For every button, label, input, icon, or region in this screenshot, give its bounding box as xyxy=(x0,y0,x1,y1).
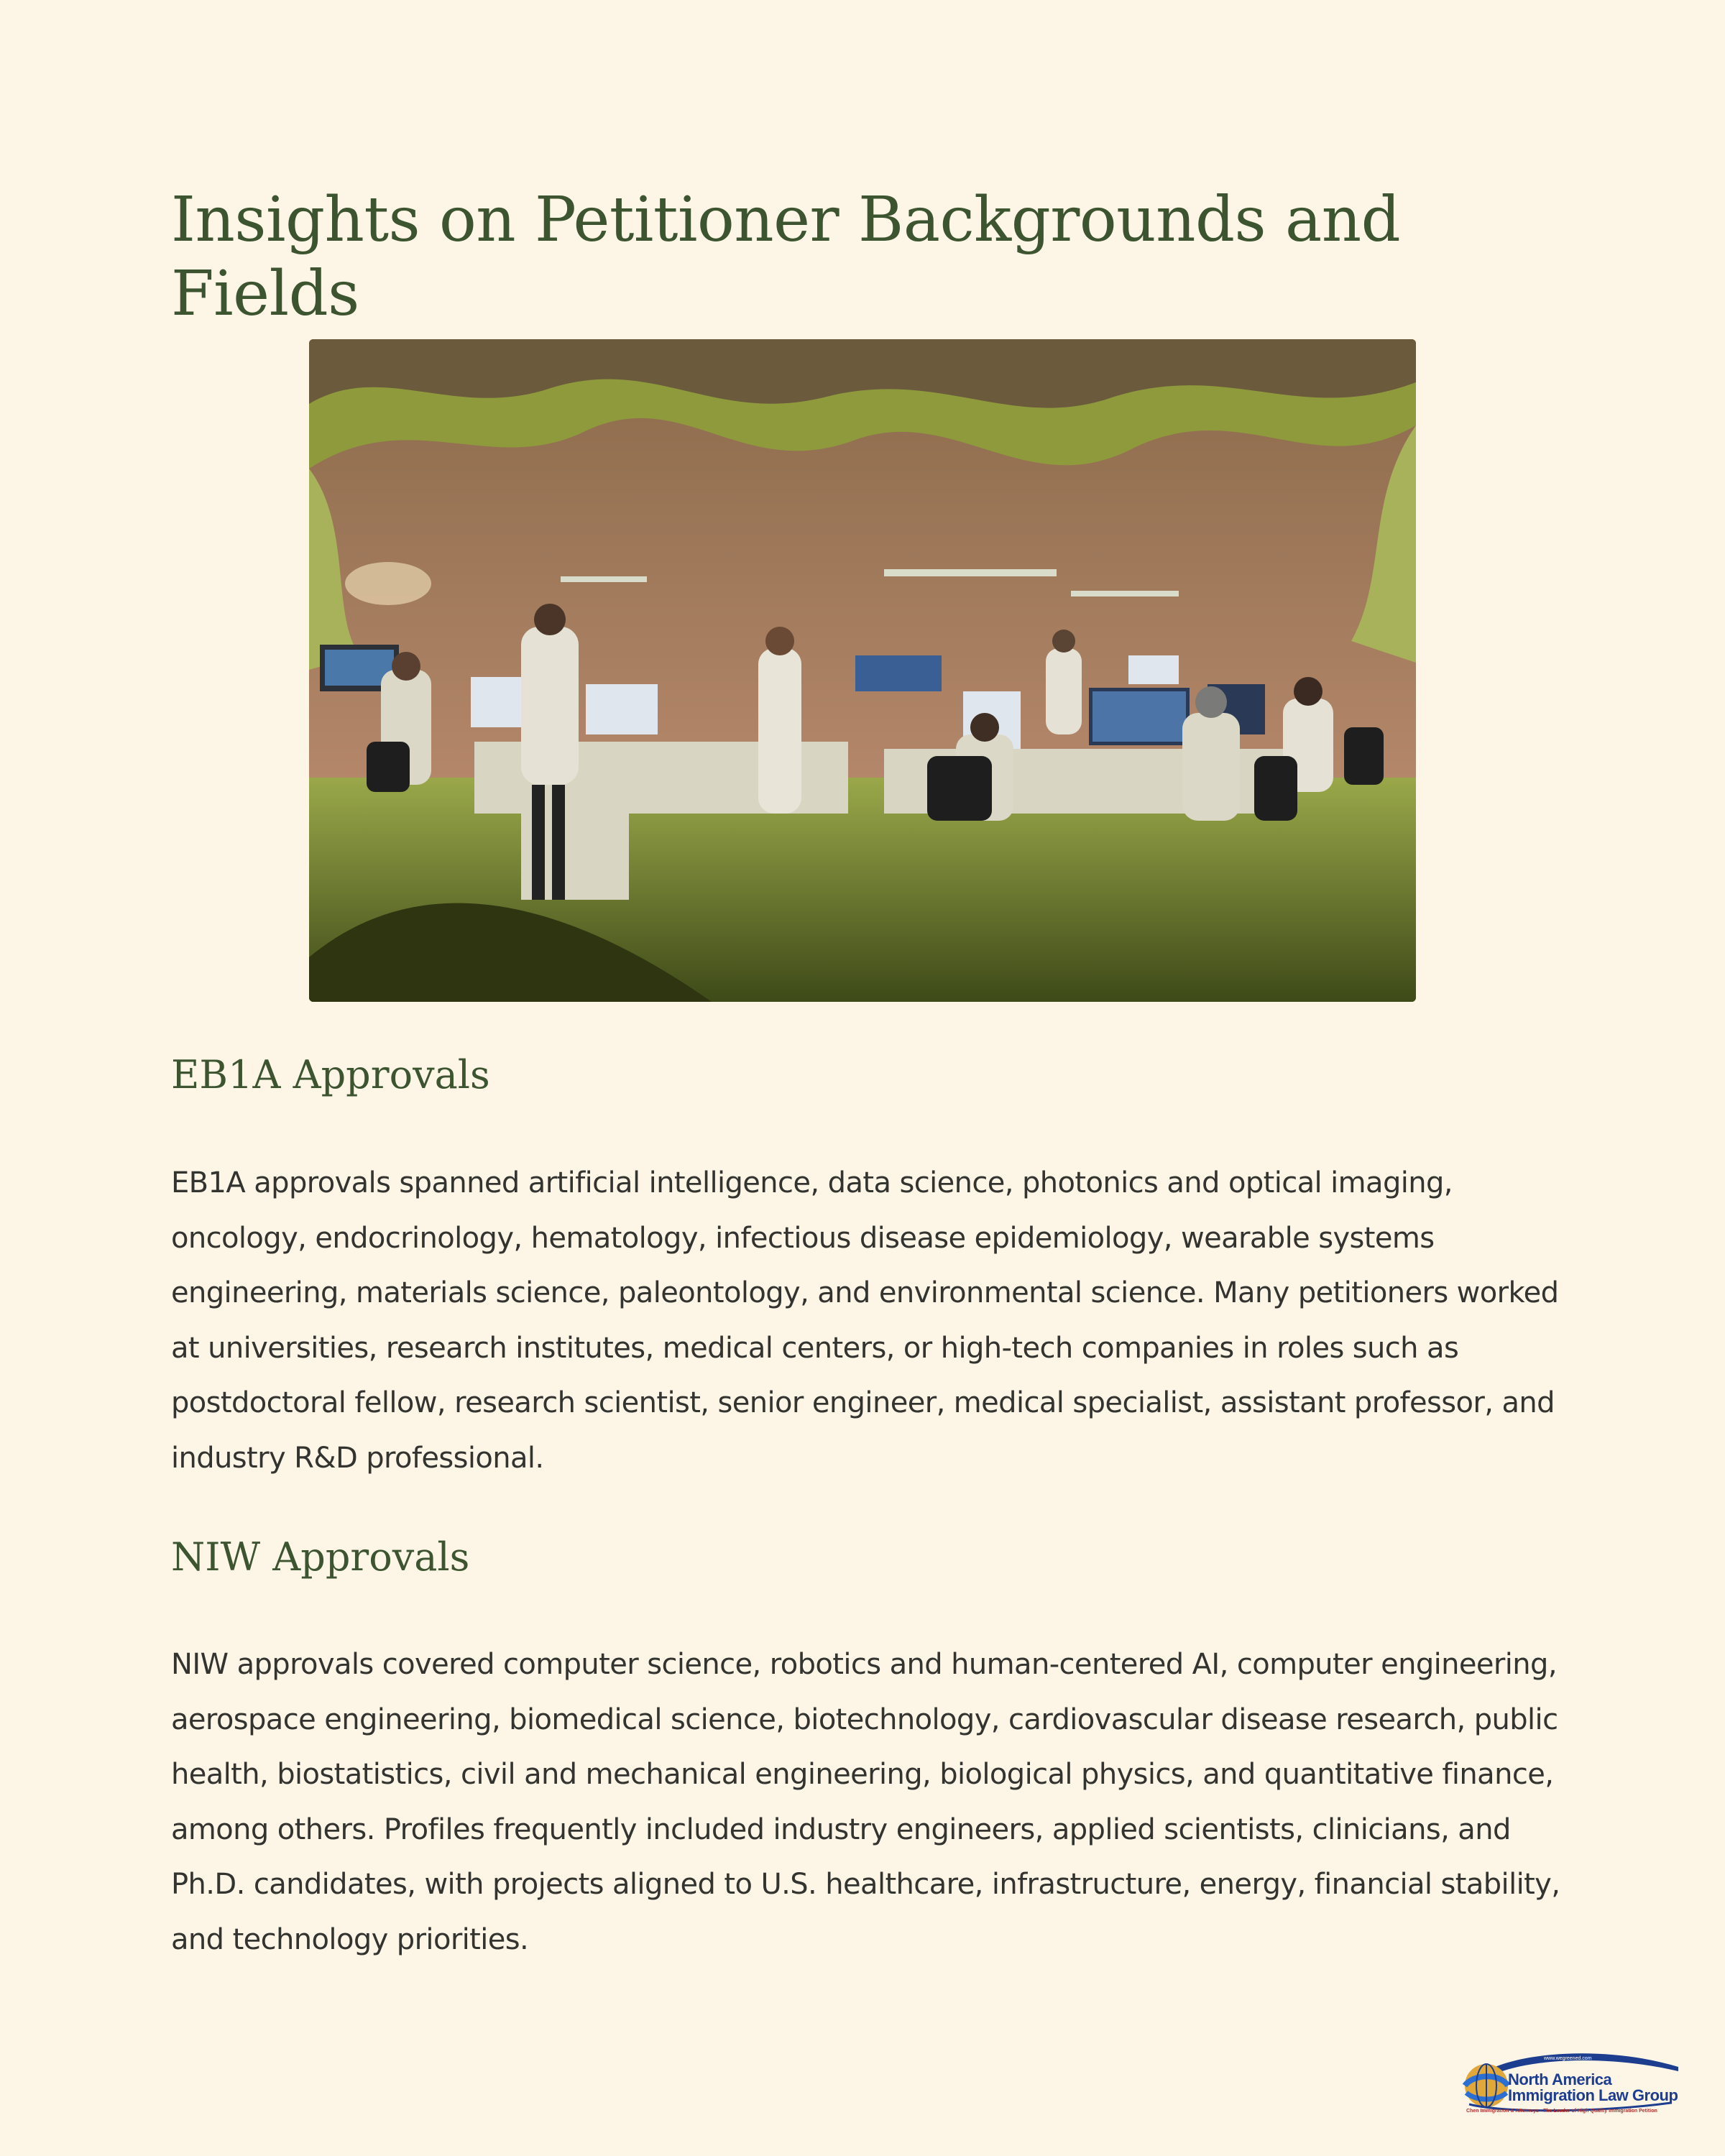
logo-name-line1: North America xyxy=(1508,2070,1612,2088)
page-title: Insights on Petitioner Backgrounds and Fields xyxy=(171,184,1401,331)
logo-tagline: Chen Immigration & Attorneys - The Leader of High Quality Immigration Petition xyxy=(1466,2109,1657,2114)
section-heading-eb1a: EB1A Approvals xyxy=(171,1052,490,1097)
section-body-niw: NIW approvals covered computer science, robotics and human-centered AI, computer engineering, aerospace engineering, biomedical science, biotechnology, cardiovascular disease research, public health, biostatistics, civil and mechanical engineering, biological physics, and quantitative finance, among others. Profiles frequently included industry engineers, applied scientists, clinicians, and Ph.D. candidates, with projects aligned to U.S. healthcare, infrastructure, energy, financial stability, and technology priorities. xyxy=(171,1648,1560,1956)
company-logo xyxy=(1452,2047,1682,2119)
logo-name-line2: Immigration Law Group xyxy=(1508,2086,1678,2104)
hero-image-laboratory xyxy=(309,339,1416,1002)
section-body-eb1a: EB1A approvals spanned artificial intelligence, data science, photonics and optical imaging, oncology, endocrinology, hematology, infectious disease epidemiology, wearable systems engineering, materials science, paleontology, and environmental science. Many petitioners worked at universities, research institutes, medical centers, or high-tech companies in roles such as postdoctoral fellow, research scientist, senior engineer, medical specialist, assistant professor, and industry R&D professional. xyxy=(171,1166,1559,1475)
section-heading-niw: NIW Approvals xyxy=(171,1534,470,1580)
logo-url-text: www.wegreened.com xyxy=(1544,2056,1592,2061)
